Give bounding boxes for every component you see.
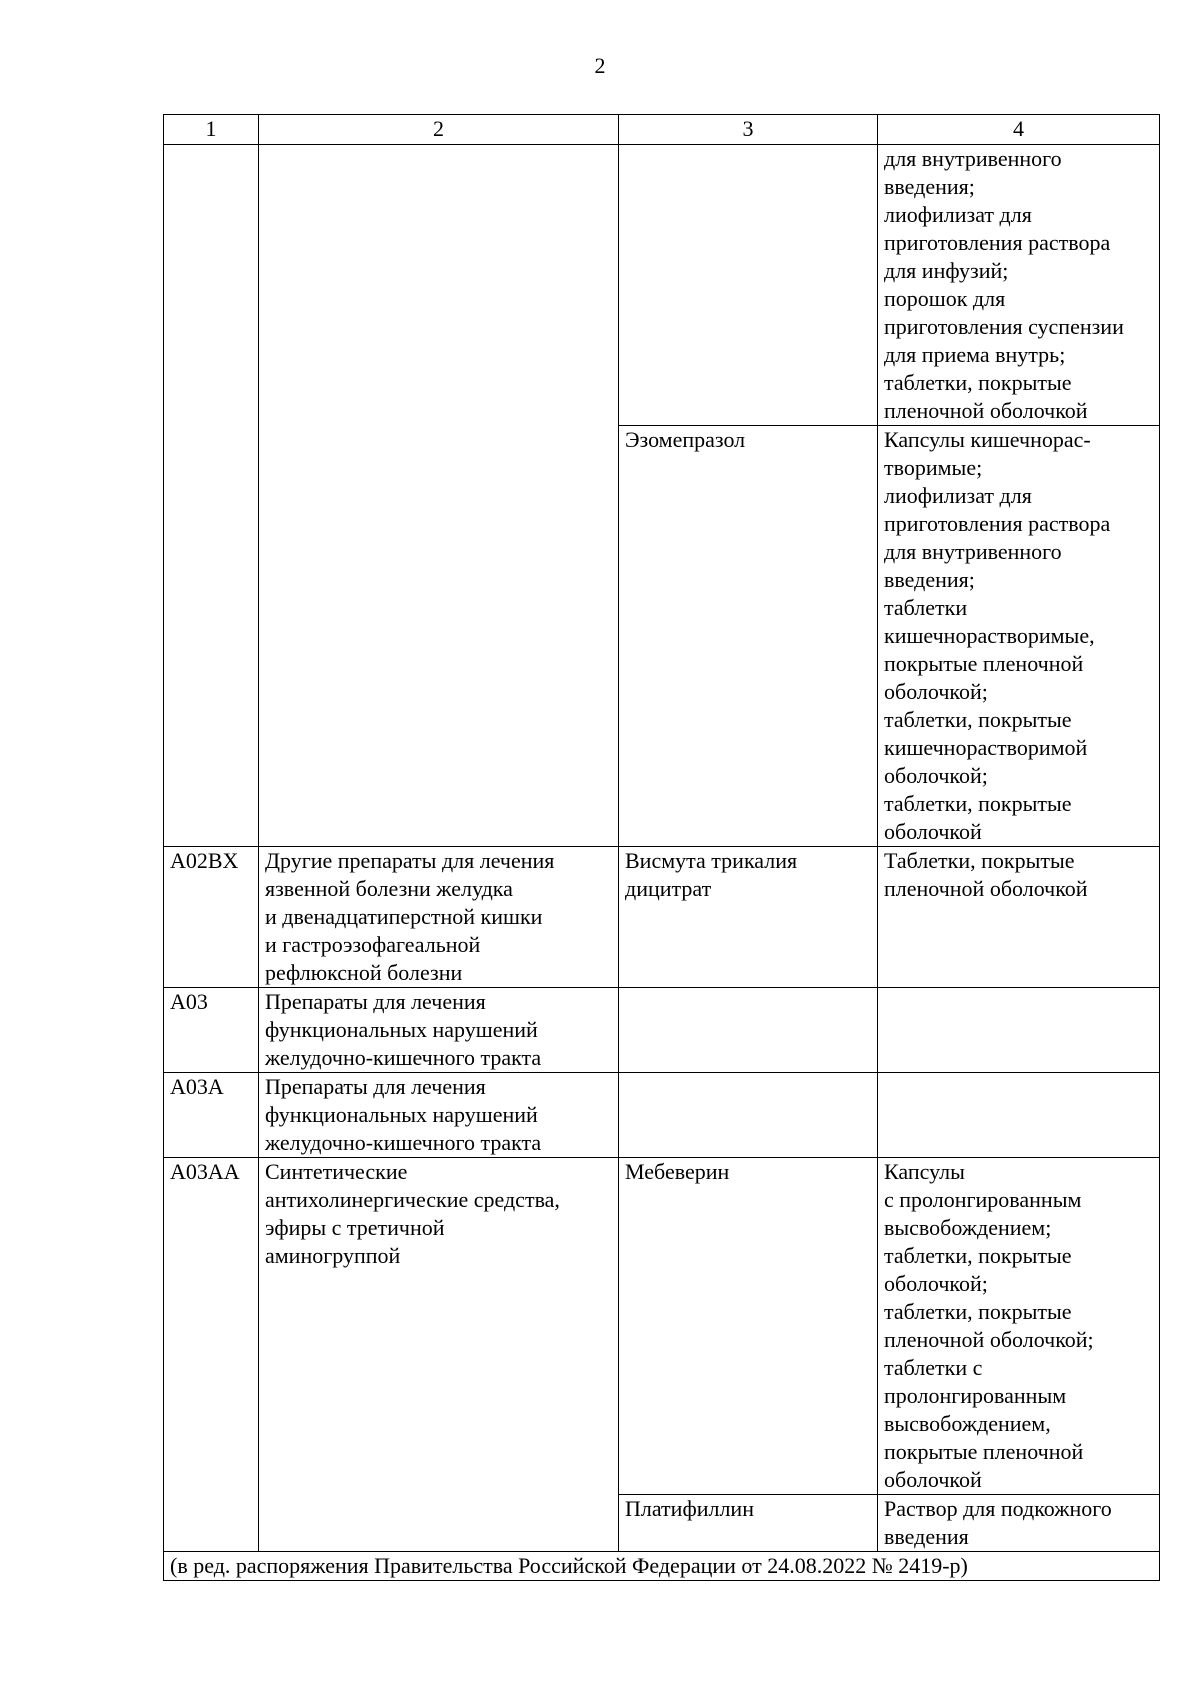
text-line: Висмута трикалия <box>625 848 798 873</box>
group-cell <box>259 426 619 847</box>
text-line: кишечнорастворимой <box>884 735 1088 760</box>
table-row <box>164 988 1160 1073</box>
drug-cell <box>619 1073 878 1158</box>
text-line: покрытые пленочной <box>884 651 1084 676</box>
text-line: высвобождением; <box>884 1215 1052 1240</box>
text-line: высвобождением, <box>884 1411 1051 1436</box>
drug-name-mebeverine: Мебеверин <box>619 1158 878 1495</box>
drug-name-lines <box>625 847 871 903</box>
header-col-4: 4 <box>878 115 1160 145</box>
text-line: эфиры с третичной <box>265 1215 445 1240</box>
drug-cell <box>619 847 878 988</box>
group-cell <box>259 1158 619 1495</box>
table-row <box>164 145 1160 426</box>
header-col-3: 3 <box>619 115 878 145</box>
page-number: 2 <box>594 53 606 78</box>
dosage-form-cell <box>878 426 1160 847</box>
group-name-lines <box>265 988 612 1072</box>
atc-code-a02bx: A02BX <box>164 847 259 988</box>
dosage-form-cell <box>878 1073 1160 1158</box>
table-row <box>164 1073 1160 1158</box>
group-cell <box>259 1495 619 1552</box>
text-line: Таблетки, покрытые <box>884 848 1075 873</box>
text-line: функциональных нарушений <box>265 1017 538 1042</box>
group-name-lines <box>265 1158 612 1270</box>
dosage-form-cell <box>878 145 1160 426</box>
text-line: желудочно-кишечного тракта <box>265 1045 542 1070</box>
text-line: таблетки, покрытые <box>884 370 1072 395</box>
atc-code-a03a: A03A <box>164 1073 259 1158</box>
text-line: таблетки, покрытые <box>884 707 1072 732</box>
text-line: приготовления раствора <box>884 511 1111 536</box>
header-col-1: 1 <box>164 115 259 145</box>
text-line: таблетки <box>884 595 968 620</box>
drug-cell <box>619 988 878 1073</box>
text-line: дицитрат <box>625 876 712 901</box>
text-line: и двенадцатиперстной кишки <box>265 904 543 929</box>
text-line: Другие препараты для лечения <box>265 848 555 873</box>
text-line: Синтетические <box>265 1159 408 1184</box>
group-cell <box>259 988 619 1073</box>
text-line: для инфузий; <box>884 258 1009 283</box>
text-line: Капсулы <box>884 1159 965 1184</box>
text-line: для внутривенного <box>884 539 1062 564</box>
text-line: введения; <box>884 567 975 592</box>
drug-name-esomeprazole: Эзомепразол <box>619 426 878 847</box>
text-line: Раствор для подкожного <box>884 1496 1112 1521</box>
header-col-2: 2 <box>259 115 619 145</box>
dosage-form-lines <box>884 847 1153 903</box>
text-line: пленочной оболочкой; <box>884 1327 1094 1352</box>
code-cell <box>164 426 259 847</box>
atc-code-a03: A03 <box>164 988 259 1073</box>
text-line: лиофилизат для <box>884 202 1032 227</box>
text-line: таблетки, покрытые <box>884 1243 1072 1268</box>
text-line: пленочной оболочкой <box>884 398 1088 423</box>
text-line: оболочкой; <box>884 679 988 704</box>
text-line: творимые; <box>884 455 983 480</box>
table-header-row <box>164 115 1160 145</box>
drug-table <box>163 114 1160 1581</box>
atc-code-a03aa: A03AA <box>164 1158 259 1495</box>
dosage-form-lines <box>884 1158 1153 1494</box>
dosage-form-lines <box>884 145 1153 425</box>
text-line: функциональных нарушений <box>265 1102 538 1127</box>
dosage-form-cell <box>878 1495 1160 1552</box>
text-line: оболочкой; <box>884 763 988 788</box>
group-cell <box>259 145 619 426</box>
amendment-note: (в ред. распоряжения Правительства Российской Федерации от 24.08.2022 № 2419-р) <box>164 1552 1160 1581</box>
text-line: приготовления раствора <box>884 230 1111 255</box>
text-line: оболочкой <box>884 819 982 844</box>
dosage-form-cell <box>878 1158 1160 1495</box>
table-row <box>164 847 1160 988</box>
table-row <box>164 1495 1160 1552</box>
code-cell <box>164 145 259 426</box>
text-line: кишечнорастворимые, <box>884 623 1095 648</box>
group-name-lines <box>265 1073 612 1157</box>
group-cell <box>259 1073 619 1158</box>
text-line: Препараты для лечения <box>265 1074 486 1099</box>
dosage-form-cell <box>878 988 1160 1073</box>
group-name-lines <box>265 847 612 987</box>
text-line: оболочкой; <box>884 1271 988 1296</box>
text-line: оболочкой <box>884 1467 982 1492</box>
text-line: пленочной оболочкой <box>884 876 1088 901</box>
table-note-row <box>164 1552 1160 1581</box>
text-line: антихолинергические средства, <box>265 1187 560 1212</box>
text-line: введения <box>884 1524 969 1549</box>
text-line: язвенной болезни желудка <box>265 876 513 901</box>
text-line: порошок для <box>884 286 1006 311</box>
text-line: Капсулы кишечнорас- <box>884 427 1091 452</box>
drug-name-platyphylline: Платифиллин <box>619 1495 878 1552</box>
text-line: приготовления суспензии <box>884 314 1124 339</box>
text-line: Препараты для лечения <box>265 989 486 1014</box>
text-line: с пролонгированным <box>884 1187 1082 1212</box>
text-line: таблетки, покрытые <box>884 1299 1072 1324</box>
dosage-form-cell <box>878 847 1160 988</box>
dosage-form-lines <box>884 426 1153 846</box>
group-cell <box>259 847 619 988</box>
text-line: для приема внутрь; <box>884 342 1066 367</box>
text-line: пролонгированным <box>884 1383 1067 1408</box>
text-line: таблетки, покрытые <box>884 791 1072 816</box>
text-line: покрытые пленочной <box>884 1439 1084 1464</box>
text-line: введения; <box>884 174 975 199</box>
text-line: для внутривенного <box>884 146 1062 171</box>
text-line: лиофилизат для <box>884 483 1032 508</box>
code-cell <box>164 1495 259 1552</box>
text-line: рефлюксной болезни <box>265 960 463 985</box>
text-line: аминогруппой <box>265 1243 401 1268</box>
text-line: и гастроэзофагеальной <box>265 932 481 957</box>
table-row <box>164 1158 1160 1495</box>
dosage-form-lines <box>884 1495 1153 1551</box>
text-line: желудочно-кишечного тракта <box>265 1130 542 1155</box>
drug-cell <box>619 145 878 426</box>
text-line: таблетки с <box>884 1355 983 1380</box>
table-row <box>164 426 1160 847</box>
